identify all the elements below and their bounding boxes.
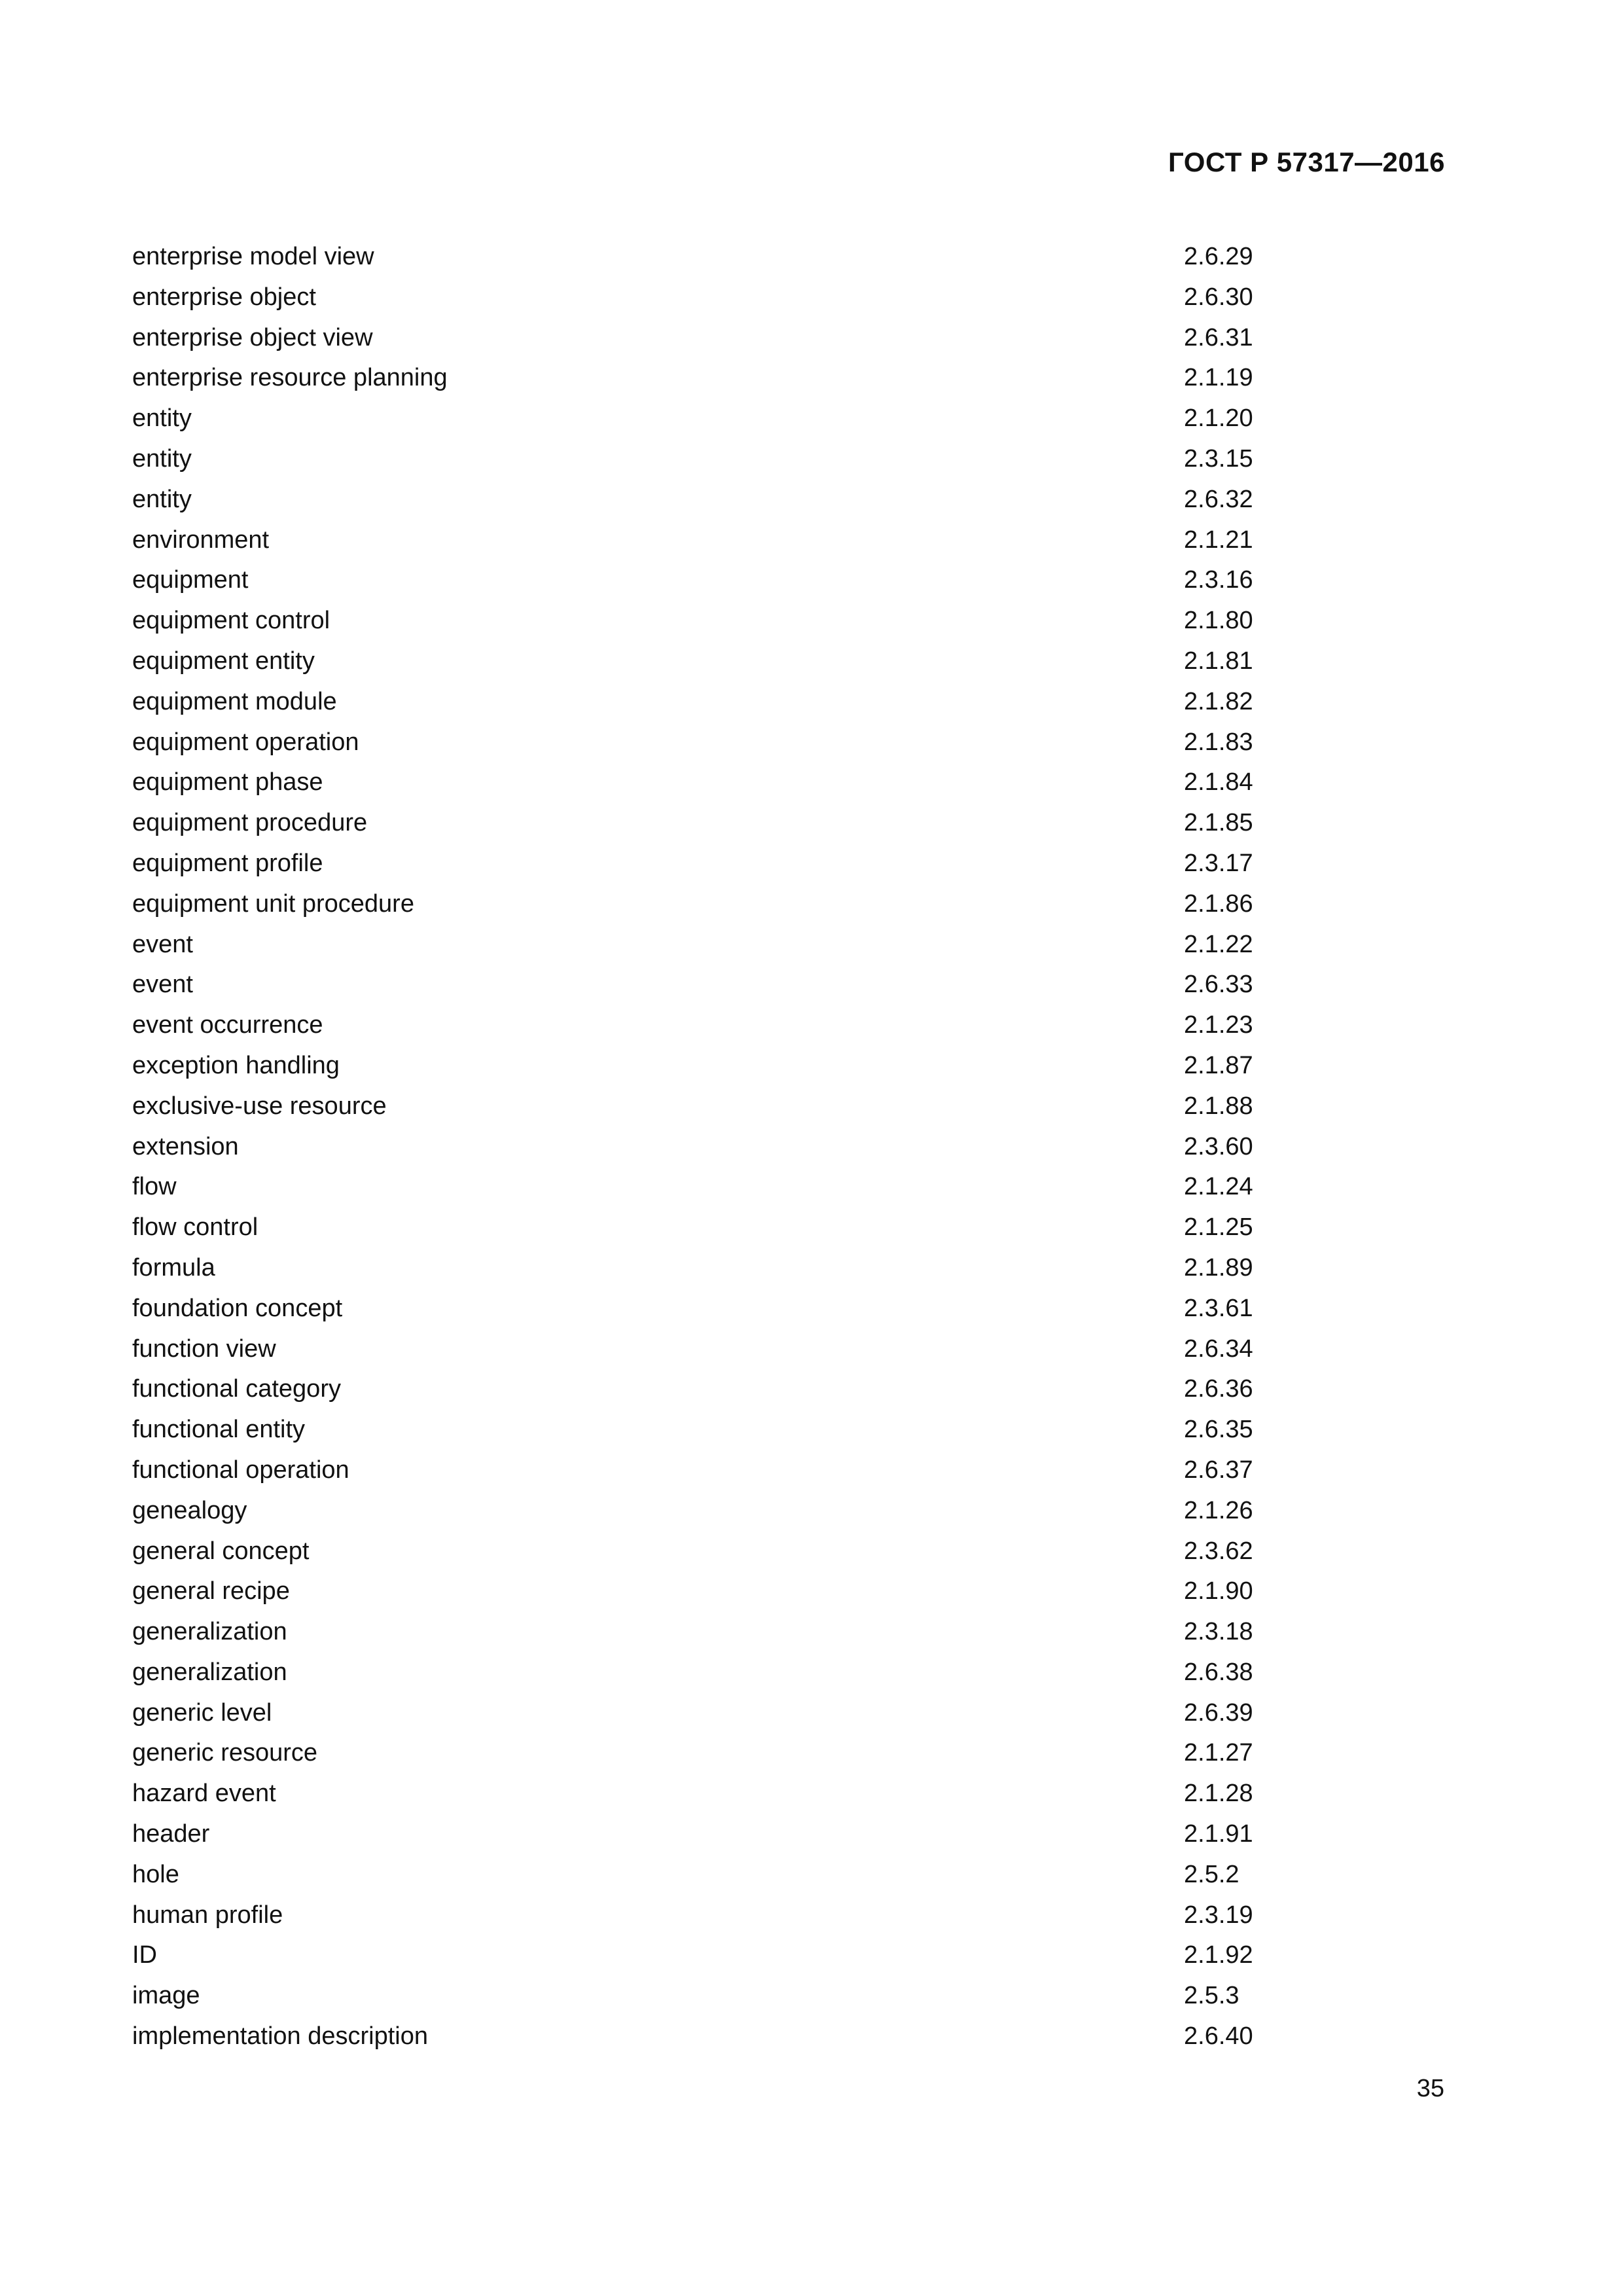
index-reference-number: 2.1.81: [1184, 647, 1253, 675]
page-number: 35: [1416, 2075, 1444, 2102]
index-reference-number: 2.1.87: [1184, 1051, 1253, 1079]
index-reference-number: 2.3.60: [1184, 1132, 1253, 1160]
index-reference-number: 2.6.39: [1184, 1698, 1253, 1727]
index-reference-number: 2.1.20: [1184, 404, 1253, 433]
index-entry: [132, 641, 1258, 682]
index-entry: [132, 1491, 1258, 1532]
index-reference-number: 2.1.22: [1184, 930, 1253, 958]
index-reference-number: 2.5.3: [1184, 1982, 1240, 2010]
index-entry: [132, 1814, 1258, 1855]
index-term: event occurrence: [132, 1011, 323, 1039]
index-term: generalization: [132, 1658, 287, 1686]
index-entry: [132, 318, 1258, 359]
index-term: generalization: [132, 1618, 287, 1646]
index-term: equipment phase: [132, 768, 323, 797]
index-entry: [132, 1086, 1258, 1127]
index-reference-number: 2.3.62: [1184, 1537, 1253, 1565]
index-reference-number: 2.1.89: [1184, 1253, 1253, 1282]
index-entry: [132, 884, 1258, 925]
index-entry: [132, 762, 1258, 803]
index-reference-number: 2.1.88: [1184, 1092, 1253, 1120]
index-term: entity: [132, 485, 192, 513]
index-entry: [132, 237, 1258, 278]
index-entry: [132, 1248, 1258, 1289]
index-entry: [132, 1329, 1258, 1370]
index-term: image: [132, 1982, 200, 2010]
index-term: function view: [132, 1335, 276, 1363]
index-term: equipment module: [132, 687, 337, 715]
index-reference-number: 2.6.31: [1184, 323, 1253, 351]
index-term: foundation concept: [132, 1294, 343, 1322]
index-term: functional operation: [132, 1456, 349, 1484]
index-reference-number: 2.6.29: [1184, 243, 1253, 270]
index-entry: [132, 278, 1258, 318]
index-entry: [132, 844, 1258, 884]
index-term: genealogy: [132, 1496, 247, 1524]
index-entry: [132, 965, 1258, 1005]
index-term: equipment unit procedure: [132, 889, 414, 918]
index-entry: [132, 1289, 1258, 1329]
index-reference-number: 2.6.33: [1184, 971, 1253, 999]
index-term: event: [132, 971, 193, 999]
index-entry: [132, 1774, 1258, 1814]
index-entry: [132, 1046, 1258, 1086]
index-reference-number: 2.3.15: [1184, 444, 1253, 473]
index-term: exclusive-use resource: [132, 1092, 387, 1120]
index-reference-number: 2.1.19: [1184, 364, 1253, 392]
index-reference-number: 2.1.23: [1184, 1011, 1253, 1039]
index-reference-number: 2.3.16: [1184, 566, 1253, 594]
index-reference-number: 2.1.28: [1184, 1780, 1253, 1808]
index-entry: [132, 1855, 1258, 1895]
index-reference-number: 2.1.83: [1184, 728, 1253, 756]
index-term: equipment operation: [132, 728, 359, 756]
index-reference-number: 2.5.2: [1184, 1860, 1240, 1888]
index-reference-number: 2.1.82: [1184, 687, 1253, 715]
index-reference-number: 2.1.27: [1184, 1739, 1253, 1767]
index-entry: [132, 520, 1258, 561]
index-term: entity: [132, 404, 192, 433]
index-entry: [132, 1653, 1258, 1693]
index-reference-number: 2.1.24: [1184, 1173, 1253, 1201]
index-reference-number: 2.1.26: [1184, 1496, 1253, 1524]
index-term: formula: [132, 1253, 215, 1282]
index-reference-number: 2.3.18: [1184, 1618, 1253, 1646]
index-entry: [132, 1612, 1258, 1653]
index-reference-number: 2.3.17: [1184, 849, 1253, 877]
index-entry: [132, 1127, 1258, 1168]
index-entry: [132, 1733, 1258, 1774]
index-reference-number: 2.1.25: [1184, 1213, 1253, 1242]
index-term: generic resource: [132, 1739, 318, 1767]
index-entry: [132, 803, 1258, 844]
index-term: equipment control: [132, 607, 330, 635]
index-term: implementation description: [132, 2022, 429, 2051]
index-entry: [132, 1532, 1258, 1572]
index-reference-number: 2.6.37: [1184, 1456, 1253, 1484]
index-entry: [132, 2017, 1258, 2057]
index-term: generic level: [132, 1698, 272, 1727]
index-reference-number: 2.6.34: [1184, 1335, 1253, 1363]
index-term: ID: [132, 1941, 157, 1969]
index-reference-number: 2.3.19: [1184, 1901, 1253, 1929]
index-reference-number: 2.1.84: [1184, 768, 1253, 797]
index-entry: [132, 439, 1258, 480]
index-term: hazard event: [132, 1780, 276, 1808]
index-entry: [132, 560, 1258, 601]
index-entry: [132, 1410, 1258, 1450]
index-entry: [132, 1369, 1258, 1410]
index-term: entity: [132, 444, 192, 473]
index-term: general concept: [132, 1537, 310, 1565]
index-term: event: [132, 930, 193, 958]
term-index-list: [132, 237, 1258, 2057]
index-entry: [132, 1976, 1258, 2017]
index-entry: [132, 1167, 1258, 1208]
document-code-header: ГОСТ Р 57317—2016: [1168, 147, 1445, 177]
index-term: enterprise object: [132, 283, 316, 311]
index-entry: [132, 723, 1258, 763]
index-term: header: [132, 1820, 210, 1848]
index-reference-number: 2.6.40: [1184, 2022, 1253, 2051]
index-reference-number: 2.6.32: [1184, 485, 1253, 513]
index-reference-number: 2.1.92: [1184, 1941, 1253, 1969]
index-term: equipment: [132, 566, 249, 594]
index-reference-number: 2.1.80: [1184, 607, 1253, 635]
index-term: exception handling: [132, 1051, 340, 1079]
index-entry: [132, 925, 1258, 965]
index-entry: [132, 358, 1258, 399]
index-term: equipment procedure: [132, 809, 368, 837]
index-term: equipment profile: [132, 849, 323, 877]
index-reference-number: 2.1.90: [1184, 1577, 1253, 1605]
index-reference-number: 2.6.36: [1184, 1375, 1253, 1403]
index-term: general recipe: [132, 1577, 290, 1605]
index-term: extension: [132, 1132, 239, 1160]
index-term: enterprise resource planning: [132, 364, 448, 392]
index-reference-number: 2.1.85: [1184, 809, 1253, 837]
index-reference-number: 2.6.35: [1184, 1416, 1253, 1444]
index-entry: [132, 1208, 1258, 1248]
index-entry: [132, 1005, 1258, 1046]
index-entry: [132, 682, 1258, 723]
index-entry: [132, 1935, 1258, 1976]
index-entry: [132, 1693, 1258, 1734]
index-entry: [132, 1450, 1258, 1491]
index-term: functional category: [132, 1375, 341, 1403]
index-term: equipment entity: [132, 647, 315, 675]
index-entry: [132, 399, 1258, 439]
index-entry: [132, 480, 1258, 520]
index-entry: [132, 601, 1258, 641]
index-term: flow control: [132, 1213, 259, 1242]
index-reference-number: 2.6.38: [1184, 1658, 1253, 1686]
index-reference-number: 2.3.61: [1184, 1294, 1253, 1322]
index-reference-number: 2.1.91: [1184, 1820, 1253, 1848]
index-term: hole: [132, 1860, 179, 1888]
index-entry: [132, 1571, 1258, 1612]
index-reference-number: 2.1.86: [1184, 889, 1253, 918]
index-reference-number: 2.1.21: [1184, 526, 1253, 554]
index-term: enterprise model view: [132, 243, 374, 270]
index-term: flow: [132, 1173, 177, 1201]
index-term: enterprise object view: [132, 323, 373, 351]
index-term: functional entity: [132, 1416, 306, 1444]
index-term: human profile: [132, 1901, 283, 1929]
index-term: environment: [132, 526, 270, 554]
index-reference-number: 2.6.30: [1184, 283, 1253, 311]
index-entry: [132, 1895, 1258, 1936]
